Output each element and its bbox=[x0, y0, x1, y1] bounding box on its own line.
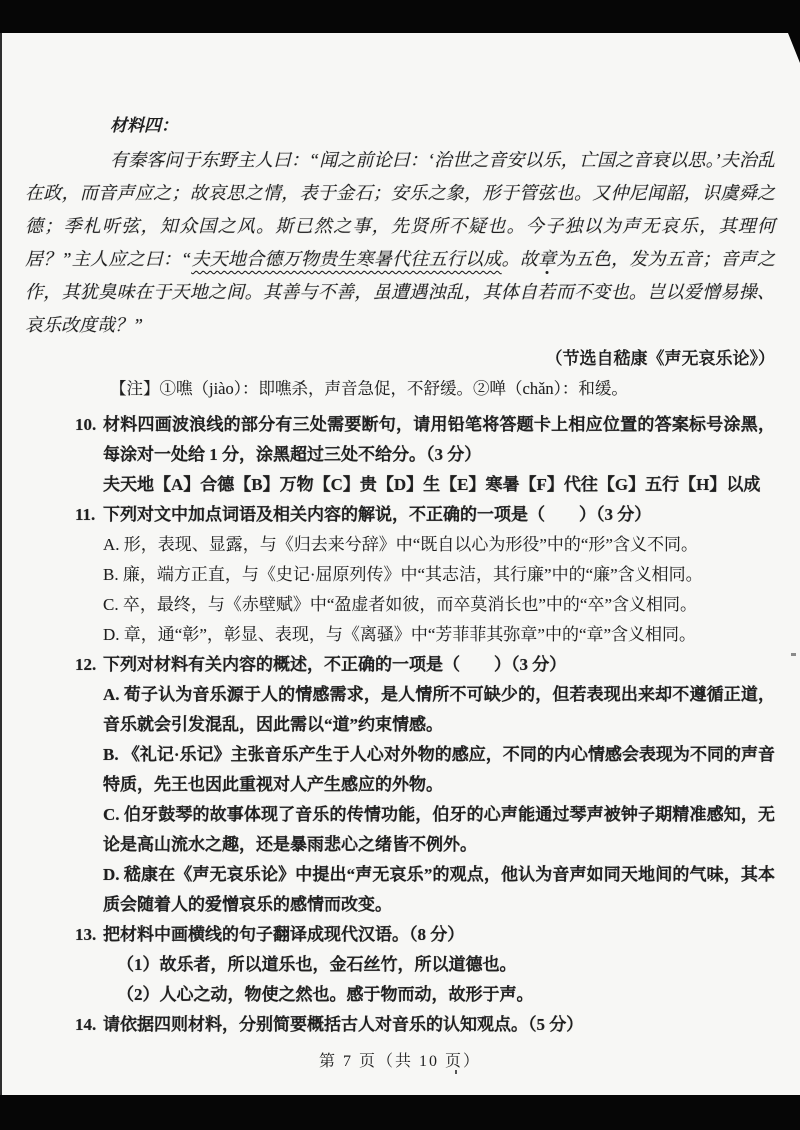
scan-speck bbox=[455, 1070, 457, 1074]
scan-speck bbox=[791, 653, 796, 656]
question-12-number: 12. bbox=[75, 655, 97, 674]
passage-source-attribution: （节选自嵇康《声无哀乐论》） bbox=[545, 349, 775, 368]
question-11-option-b: B. 廉，端方正直，与《史记·屈原列传》中“其志洁，其行廉”中的“廉”含义相同。 bbox=[103, 565, 703, 584]
question-14 bbox=[25, 1010, 775, 1040]
question-14-stem: 请依据四则材料，分别简要概括古人对音乐的认知观点。（5 分） bbox=[103, 1015, 584, 1034]
question-13 bbox=[25, 920, 775, 1010]
classical-passage bbox=[25, 144, 775, 342]
question-12-option-b: B. 《礼记·乐记》主张音乐产生于人心对外物的感应，不同的内心情感会表现为不同的声音特质，先王也因此重视对人产生感应的外物。 bbox=[103, 745, 775, 794]
question-12-option-d: D. 嵇康在《声无哀乐论》中提出“声无哀乐”的观点，他认为音声如同天地间的气味，其本质会随着人的爱憎哀乐的感情而改变。 bbox=[103, 865, 775, 914]
question-12 bbox=[25, 650, 775, 920]
question-12-option-a: A. 荀子认为音乐源于人的情感需求，是人情所不可缺少的，但若表现出来却不遵循正道，音乐就会引发混乱，因此需以“道”约束情感。 bbox=[103, 685, 775, 734]
question-11-number: 11. bbox=[75, 505, 96, 524]
scanned-exam-page bbox=[0, 33, 800, 1095]
question-11 bbox=[25, 500, 775, 650]
question-11-option-a: A. 形，表现、显露，与《归去来兮辞》中“既自以心为形役”中的“形”含义不同。 bbox=[103, 535, 698, 554]
question-10 bbox=[25, 410, 775, 500]
passage-footnote: 【注】①噍（jiào）：即噍杀，声音急促，不舒缓。②啴（chǎn）：和缓。 bbox=[110, 379, 628, 398]
material-four-heading: 材料四： bbox=[110, 116, 178, 135]
passage-text-part1: 有秦客问于东野主人曰：“闻之前论曰：‘治世之音安以乐，亡国之音衰以思。’夫治乱在政，而音声应之；故哀思之情，表于金石；安乐之象，形于管弦也。又仲尼闻韶，识虞舜之德；季札听弦，知众国之风。斯已然之事，先贤所不疑也。今子独以为声无哀乐，其理何居？”主人应之曰：“ bbox=[25, 150, 775, 269]
passage-text-part2: 为五色，发为五音；音声之作，其犹臭味在于天地之间。其善与不善，虽遭遇浊乱，其体自若而不变也。岂以爱憎易操、哀乐改度哉？” bbox=[25, 249, 776, 335]
question-13-number: 13. bbox=[75, 925, 97, 944]
question-14-number: 14. bbox=[75, 1015, 97, 1034]
question-12-stem: 下列对材料有关内容的概述，不正确的一项是（ ）（3 分） bbox=[103, 655, 567, 674]
question-11-stem: 下列对文中加点词语及相关内容的解说，不正确的一项是（ ）（3 分） bbox=[103, 505, 652, 524]
question-13-stem: 把材料中画横线的句子翻译成现代汉语。（8 分） bbox=[103, 925, 465, 944]
question-section bbox=[25, 410, 775, 1040]
page-content bbox=[25, 33, 775, 1040]
question-10-break-options-line: 夫天地【A】合德【B】万物【C】贵【D】生【E】寒暑【F】代往【G】五行【H】以成 bbox=[103, 475, 761, 494]
question-10-number: 10. bbox=[75, 415, 97, 434]
question-13-sub-item-2: （2）人心之动，物使之然也。感于物而动，故形于声。 bbox=[117, 985, 534, 1004]
question-10-stem: 材料四画波浪线的部分有三处需要断句，请用铅笔将答题卡上相应位置的答案标号涂黑，每涂对一处给 1 分，涂黑超过三处不给分。（3 分） bbox=[103, 415, 775, 464]
passage-text-between: 。故 bbox=[501, 249, 539, 269]
page-number-footer: 第 7 页（共 10 页） bbox=[318, 1053, 481, 1070]
question-12-option-c: C. 伯牙鼓琴的故事体现了音乐的传情功能，伯牙的心声能通过琴声被钟子期精准感知，无论是高山流水之趣，还是暴雨悲心之绪皆不例外。 bbox=[103, 805, 775, 854]
question-13-sub-item-1: （1）故乐者，所以道乐也，金石丝竹，所以道德也。 bbox=[117, 955, 517, 974]
question-11-option-c: C. 卒，最终，与《赤壁赋》中“盈虚者如彼，而卒莫消长也”中的“卒”含义相同。 bbox=[103, 595, 698, 614]
question-11-option-d: D. 章，通“彰”，彰显、表现，与《离骚》中“芳菲菲其弥章”中的“章”含义相同。 bbox=[103, 625, 697, 644]
wavy-underlined-clause: 夫天地合德万物贵生寒暑代往五行以成 bbox=[191, 249, 502, 269]
emphasis-dotted-char: 章 bbox=[538, 249, 557, 269]
